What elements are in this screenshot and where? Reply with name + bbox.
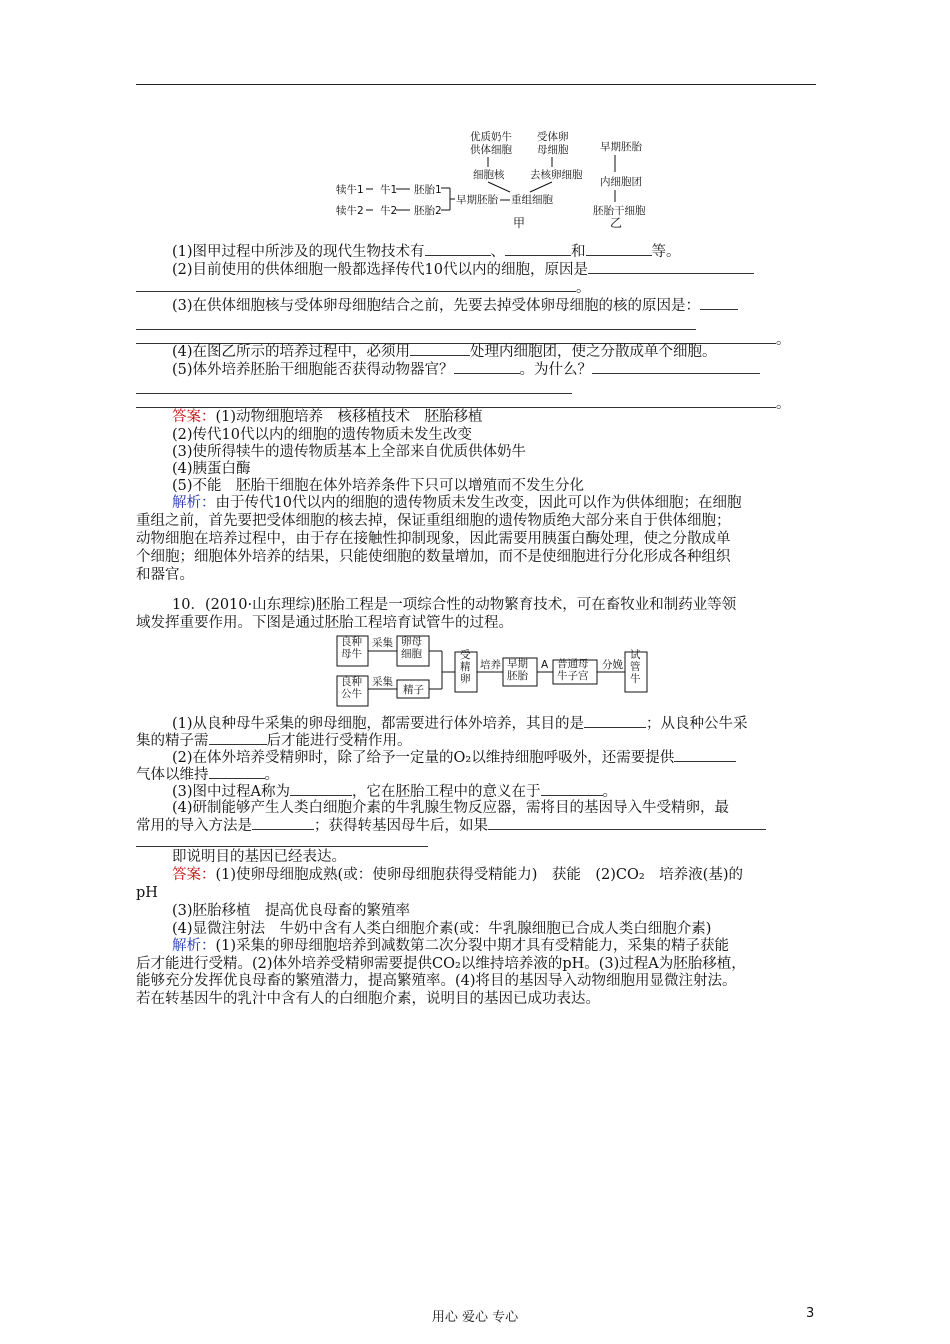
a10-exp-1: 解析：(1)采集的卵母细胞培养到减数第二次分裂中期才具有受精能力，采集的精子获能 (172, 938, 730, 954)
d1-col2-bot: 母细胞 (537, 144, 569, 156)
a9-2: (2)传代10代以内的细胞的遗传物质未发生改变 (172, 427, 472, 443)
a9-exp-2: 重组之前，首先要把受体细胞的核去掉，保证重组细胞的遗传物质绝大部分来自于供体细胞； (136, 513, 731, 529)
a9-3: (3)使所得犊牛的遗传物质基本上全部来自优质供体奶牛 (172, 444, 527, 460)
a10-3: (3)胚胎移植 提高优良母畜的繁殖率 (172, 903, 411, 919)
q10-s1: (1)从良种母牛采集的卵母细胞，都需要进行体外培养，其目的是 ；从良种公牛采 (172, 716, 748, 732)
d2-cow-m: 良种公牛 (341, 676, 362, 700)
q9-3c: 。 (136, 330, 816, 349)
q9-2: (2)目前使用的供体细胞一般都选择传代10代以内的细胞，原因是 (136, 260, 816, 279)
a10-exp-3: 能够充分发挥优良母畜的繁殖潜力，提高繁殖率。(4)将目的基因导入动物细胞用显微注射法。 (136, 973, 737, 989)
q9-4: (4)在图乙所示的培养过程中，必须用 处理内细胞团，使之分散成单个细胞。 (172, 344, 717, 360)
d2-oocyte: 卵母细胞 (401, 636, 422, 660)
q10-s4b: 常用的导入方法是 ；获得转基因母牛后，如果 (136, 816, 816, 835)
q10-s2b: 气体以维持 。 (136, 767, 279, 783)
page-number: 3 (806, 1306, 815, 1321)
a9-5: (5)不能 胚胎干细胞在体外培养条件下只可以增殖而不发生分化 (172, 478, 585, 494)
d2-collect-2: 采集 (372, 676, 393, 688)
q10-s4: (4)研制能够产生人类白细胞介素的牛乳腺生物反应器，需将目的基因导入牛受精卵，最 (172, 800, 730, 816)
d1-calf2: 犊牛2 (336, 205, 364, 217)
d2-fert: 受精卵 (460, 649, 471, 685)
a9-4: (4)胰蛋白酶 (172, 461, 251, 477)
a9-exp-4: 个细胞；细胞体外培养的结果，只能使细胞的数量增加，而不是使细胞进行分化形成各种组织 (136, 549, 731, 565)
d2-culture: 培养 (480, 659, 501, 671)
d1-cow1: 牛1 (380, 184, 398, 196)
d2-recipient: 普通母牛子宫 (557, 658, 589, 682)
d1-nucleus: 细胞核 (473, 169, 505, 181)
q10-s3: (3)图中过程A称为 ，它在胚胎工程中的意义在于 。 (172, 784, 618, 800)
d1-recon: 重组细胞 (511, 194, 553, 206)
q9-3: (3)在供体细胞核与受体卵母细胞结合之前，先要去掉受体卵母细胞的核的原因是： (136, 296, 816, 315)
d1-inner-mass: 内细胞团 (600, 176, 642, 188)
q10-2: 域发挥重要作用。下图是通过胚胎工程培育试管牛的过程。 (136, 615, 513, 631)
d1-early: 早期胚胎 (456, 194, 498, 206)
q10-s1b: 集的精子需 后才能进行受精作用。 (136, 733, 412, 749)
a9-exp-5: 和器官。 (136, 567, 194, 583)
page-footer: 用心 爱心 专心 (431, 1310, 519, 1325)
d1-cow2: 牛2 (380, 205, 398, 217)
q9-5: (5)体外培养胚胎干细胞能否获得动物器官？ 。为什么？ (136, 360, 816, 379)
a10-exp-2: 后才能进行受精。(2)体外培养受精卵需要提供CO₂以维持培养液的pH。(3)过程A为胚胎移植， (136, 956, 746, 972)
d1-enucleated: 去核卵细胞 (530, 169, 583, 181)
a9-exp-3: 动物细胞在培养过程中，由于存在接触性抑制现象，因此需要用胰蛋白酶处理，使之分散成单 (136, 531, 731, 547)
d2-birth: 分娩 (602, 659, 623, 671)
d2-collect-1: 采集 (372, 637, 393, 649)
q10-1: 10．(2010·山东理综)胚胎工程是一项综合性的动物繁育技术，可在畜牧业和制药业等领 (172, 597, 737, 613)
d1-col1-bot: 供体细胞 (470, 144, 512, 156)
q9-5c: 。 (136, 394, 816, 413)
d1-stem: 胚胎干细胞 (593, 205, 646, 217)
a10-1: 答案：(1)使卵母细胞成熟(或：使卵母细胞获得受精能力) 获能 (2)CO₂ 培养液(基)的 (172, 867, 743, 883)
d1-embryo1: 胚胎1 (414, 184, 442, 196)
d2-cow-f: 良种母牛 (341, 636, 362, 660)
d2-test: 试管牛 (630, 649, 641, 685)
a10-1b: pH (136, 885, 158, 901)
a10-exp-4: 若在转基因牛的乳汁中含有人的白细胞介素，说明目的基因已成功表达。 (136, 991, 600, 1007)
d1-label-b: 乙 (610, 216, 623, 230)
a9-exp-1: 解析：由于传代10代以内的细胞的遗传物质未发生改变，因此可以作为供体细胞；在细胞 (172, 495, 742, 511)
q10-s2: (2)在体外培养受精卵时，除了给予一定量的O₂以维持细胞呼吸外，还需要提供 (136, 748, 816, 767)
a9-1: 答案：(1)动物细胞培养 核移植技术 胚胎移植 (172, 409, 483, 425)
d2-a: A (541, 659, 549, 671)
d2-sperm: 精子 (403, 684, 424, 696)
q10-s4d: 即说明目的基因已经表达。 (172, 849, 346, 865)
d1-col3-top: 早期胚胎 (600, 141, 642, 153)
diagram-test-tube-calf (0, 632, 950, 712)
q9-1: (1)图甲过程中所涉及的现代生物技术有 、 和 等。 (172, 244, 681, 260)
d1-calf1: 犊牛1 (336, 184, 364, 196)
q9-2b: 。 (136, 278, 816, 297)
d1-label-a: 甲 (513, 216, 526, 230)
header-rule (136, 84, 816, 85)
d1-col2-top: 受体卵 (537, 131, 569, 143)
a10-4: (4)显微注射法 牛奶中含有人类白细胞介素(或：牛乳腺细胞已合成人类白细胞介素) (172, 921, 712, 937)
d1-col1-top: 优质奶牛 (470, 131, 512, 143)
d1-embryo2: 胚胎2 (414, 205, 442, 217)
d2-early: 早期胚胎 (507, 658, 528, 682)
